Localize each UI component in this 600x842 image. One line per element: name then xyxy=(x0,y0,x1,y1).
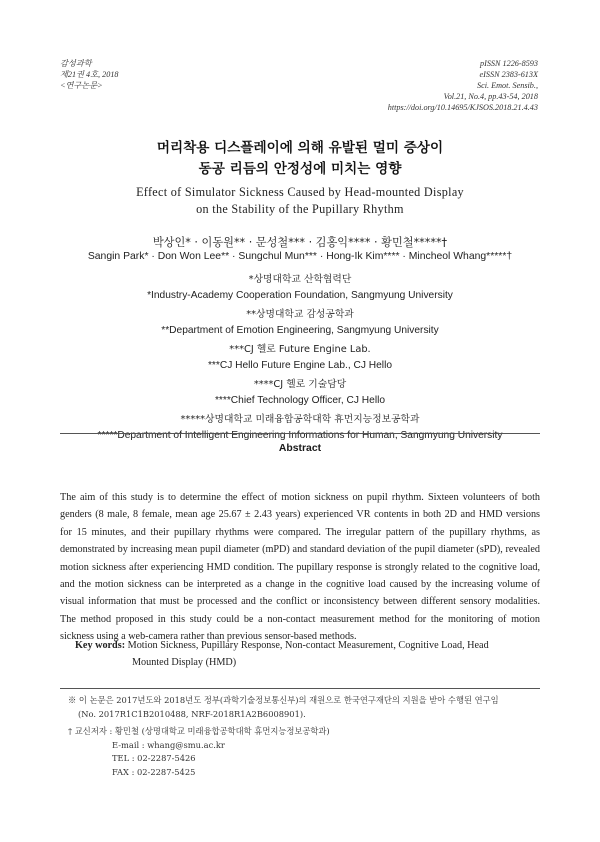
title-english xyxy=(0,184,600,218)
keywords-label: Key words: xyxy=(75,640,126,651)
corresponding-author-note xyxy=(68,725,543,779)
affiliation-2-en: **Department of Emotion Engineering, Sangmyung University xyxy=(161,325,439,336)
abstract-line: for 15 minutes, and their pupillary rhythms were compared. The irregular pattern of the pupillary rhythms, as xyxy=(60,526,540,538)
affiliation-4-ko: ****CJ 헬로 기술담당 xyxy=(253,379,347,390)
pissn: pISSN 1226-8593 xyxy=(480,59,538,68)
abstract-line: motion sickness after experiencing HMD condition. The pupillary response is strongly related to the cognitive load, xyxy=(60,561,540,573)
affiliation-1 xyxy=(0,271,600,304)
keywords-line-1: Motion Sickness, Pupillary Response, Non-contact Measurement, Cognitive Load, Head xyxy=(127,640,489,651)
affiliation-3 xyxy=(0,341,600,374)
affiliation-5 xyxy=(0,411,600,444)
abstract-line: genders (8 male, 8 female, mean age 25.67 ± 2.43 years) experienced VR contents in both 2D and HMD versions xyxy=(60,509,540,521)
article-type-ko: <연구논문> xyxy=(60,81,103,90)
volume-pages: Vol.21, No.4, pp.43-54, 2018 xyxy=(443,92,538,101)
affiliation-4-en: ****Chief Technology Officer, CJ Hello xyxy=(214,395,386,406)
doi-link[interactable]: https://doi.org/10.14695/KJSOS.2018.21.4.43 xyxy=(387,103,538,112)
affiliation-4 xyxy=(0,376,600,409)
abstract-line: The aim of this study is to determine the effect of motion sickness on pupil rhythm. Sixteen volunteers of both xyxy=(60,492,540,503)
abstract-heading: Abstract xyxy=(278,443,322,454)
journal-abbrev: Sci. Emot. Sensib., xyxy=(477,81,538,90)
journal-volume-ko: 제21권 4호, 2018 xyxy=(60,70,119,79)
contact-email[interactable]: E-mail : whang@smu.ac.kr xyxy=(112,739,225,750)
funding-note-line-2: (No. 2017R1C1B2010488, NRF-2018R1A2B6008901). xyxy=(78,708,306,719)
journal-name-ko: 감성과학 xyxy=(60,59,92,68)
title-en-line-1: Effect of Simulator Sickness Caused by Head-mounted Display xyxy=(136,185,464,199)
corresponding-author: † 교신저자 : 황민철 (상명대학교 미래융합공학대학 휴먼지능정보공학과) xyxy=(68,726,330,736)
authors-korean: 박상인* · 이동원** · 문성철*** · 김홍익**** · 황민철*****† xyxy=(152,236,448,249)
journal-header-left xyxy=(60,58,119,91)
abstract-line: visual information that must be processed and the conflict or inconsistency between different sensory modalities. xyxy=(60,596,540,608)
affiliation-3-en: ***CJ Hello Future Engine Lab., CJ Hello xyxy=(207,360,393,371)
footnote-divider xyxy=(60,688,540,689)
journal-header-right xyxy=(388,58,538,113)
abstract-body xyxy=(60,489,540,646)
abstract-line: The method proposed in this study could be a non-contact measurement method for the monitoring of motion xyxy=(60,613,540,625)
title-en-line-2: on the Stability of the Pupillary Rhythm xyxy=(196,202,404,216)
eissn: eISSN 2383-613X xyxy=(479,70,538,79)
funding-note-line-1: ※ 이 논문은 2017년도와 2018년도 정부(과학기술정보통신부)의 재원으로 한국연구재단의 지원을 받아 수행된 연구임 xyxy=(68,695,499,705)
affiliation-2 xyxy=(0,306,600,339)
contact-fax: FAX : 02-2287-5425 xyxy=(112,766,196,777)
keywords xyxy=(75,637,540,671)
abstract-line: sickness using a web-camera rather than previous sensor-based methods. xyxy=(60,631,357,643)
title-korean xyxy=(0,138,600,180)
keywords-line-2: Mounted Display (HMD) xyxy=(132,657,237,668)
abstract-line: and the motion sickness can be interpreted as a change in the cognitive load caused by the increasing volume of xyxy=(60,579,540,591)
affiliation-5-en: *****Department of Intelligent Engineering Informations for Human, Sangmyung University xyxy=(97,430,503,441)
affiliation-2-ko: **상명대학교 감성공학과 xyxy=(246,309,354,320)
abstract-line: demonstrated by increasing mean pupil diameter (mPD) and standard deviation of the pupil diameter (sPD), revealed xyxy=(60,544,540,556)
authors-english: Sangin Park* · Don Won Lee** · Sungchul Mun*** · Hong-Ik Kim**** · Mincheol Whang*****† xyxy=(87,251,513,262)
abstract-top-divider xyxy=(60,433,540,434)
funding-note xyxy=(68,694,543,721)
affiliation-1-en: *Industry-Academy Cooperation Foundation, Sangmyung University xyxy=(147,290,453,301)
affiliation-3-ko: ***CJ 헬로 Future Engine Lab. xyxy=(229,344,371,355)
affiliation-5-ko: *****상명대학교 미래융합공학대학 휴먼지능정보공학과 xyxy=(180,414,420,425)
title-ko-line-1: 머리착용 디스플레이에 의해 유발된 멀미 증상이 xyxy=(156,140,444,156)
title-ko-line-2: 동공 리듬의 안정성에 미치는 영향 xyxy=(198,161,402,177)
contact-tel: TEL : 02-2287-5426 xyxy=(112,753,196,763)
affiliation-1-ko: *상명대학교 산학협력단 xyxy=(248,274,352,285)
